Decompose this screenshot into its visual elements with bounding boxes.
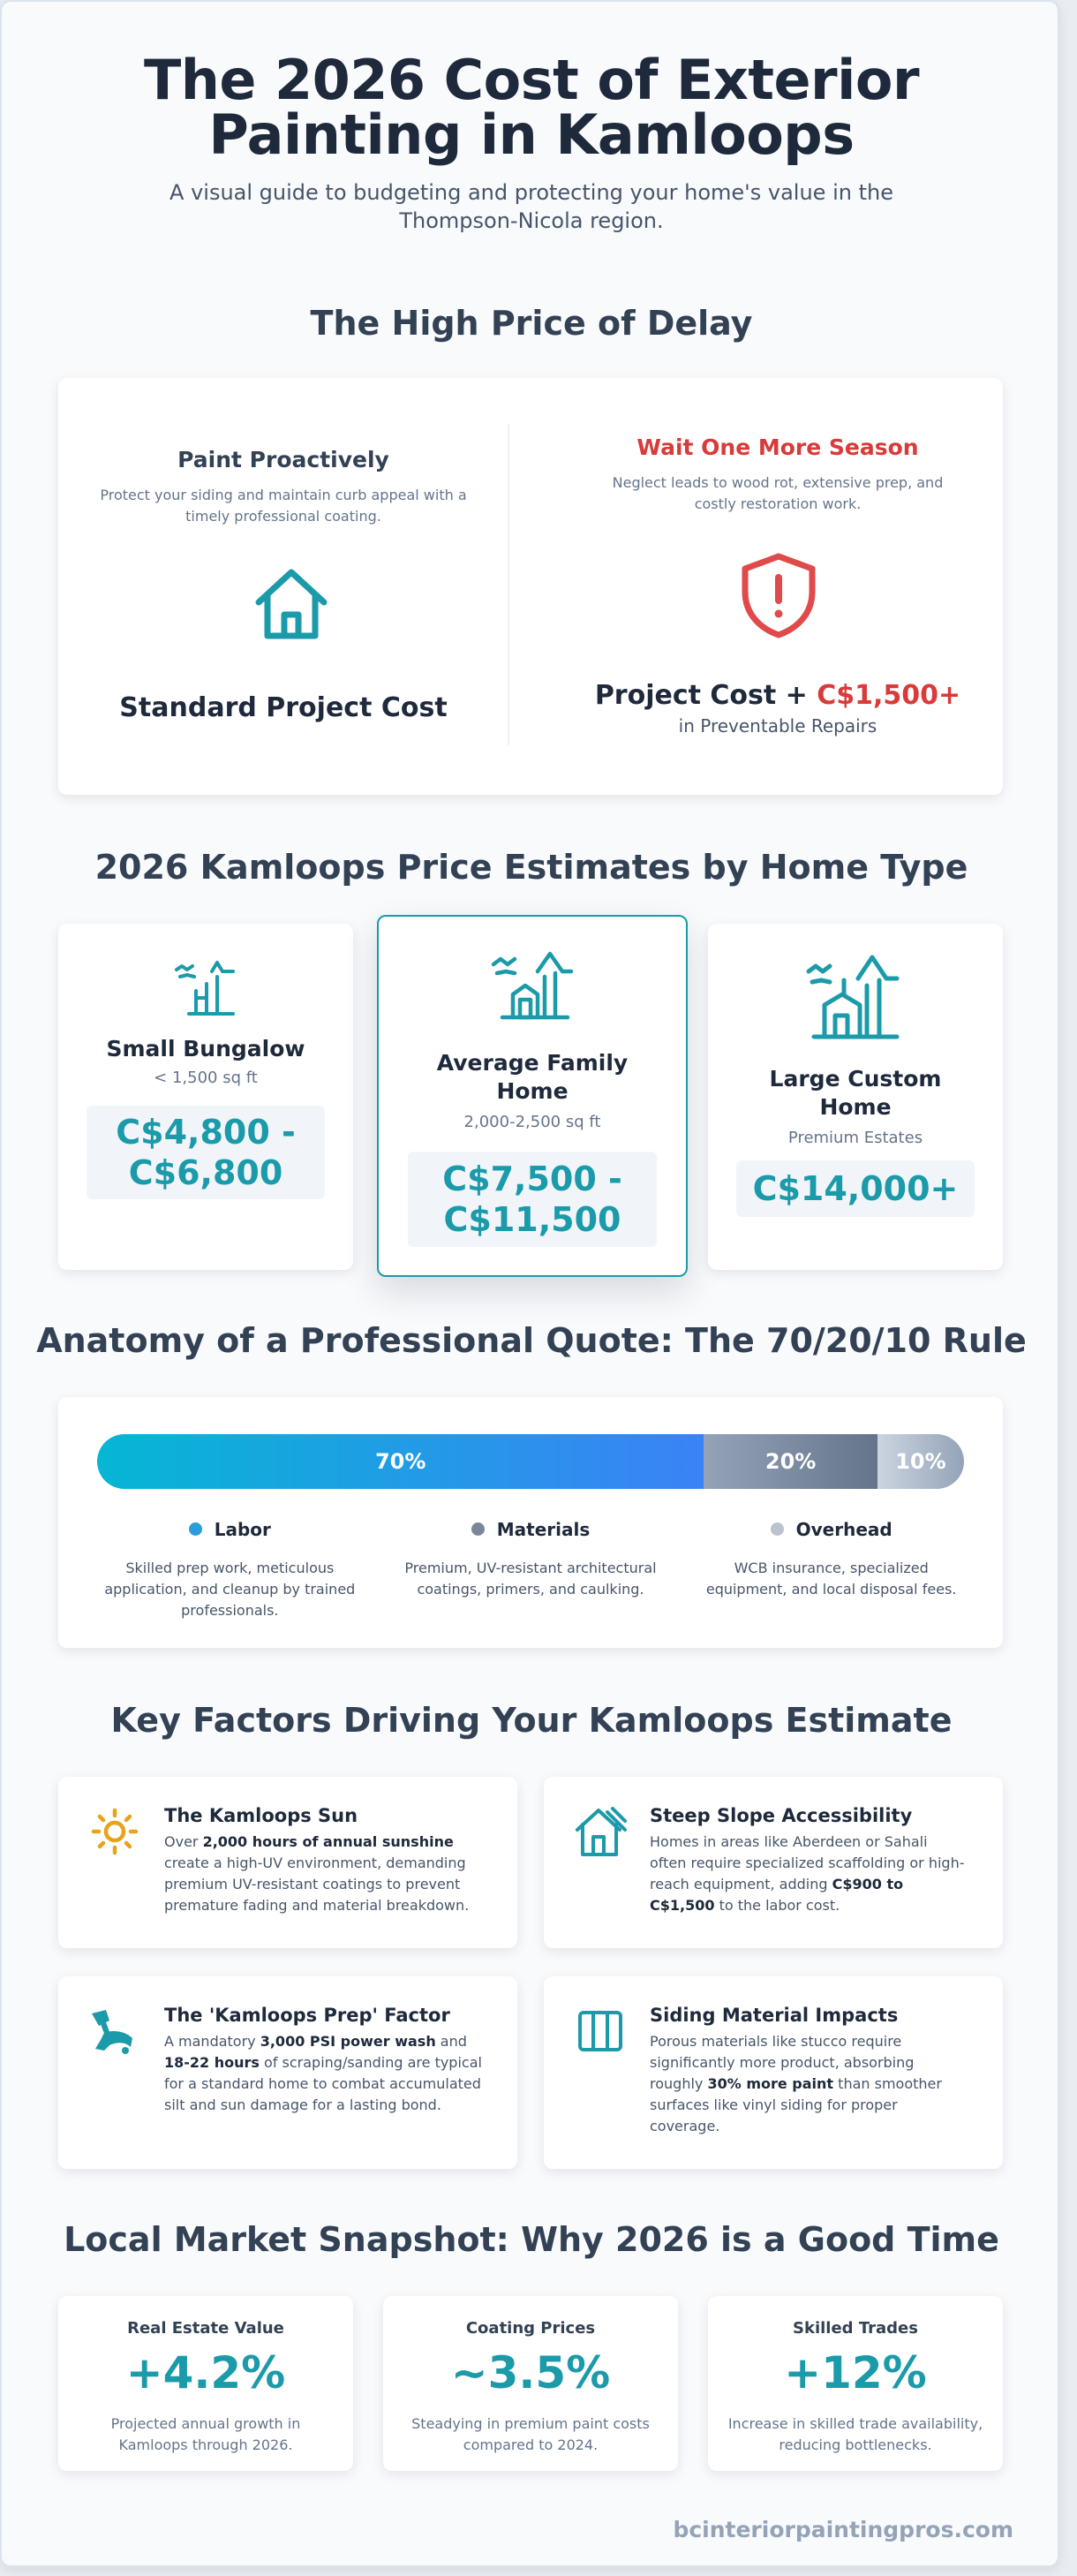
legend-label: Labor <box>214 1519 271 1540</box>
factor-text: create a high-UV environment, demanding premium UV-resistant coatings to prevent premature fading and material breakdown. <box>164 1855 470 1914</box>
legend-heading <box>79 1519 380 1540</box>
quote-breakdown-card <box>58 1397 1003 1648</box>
snapshot-description: Increase in skilled trade availability, reducing bottlenecks. <box>727 2415 983 2453</box>
factor-description <box>650 1832 968 1916</box>
home-type-name-line-2: Home <box>496 1078 569 1104</box>
factor-text: Over <box>164 1833 203 1850</box>
price-card-average-family-home <box>377 915 688 1277</box>
quote-segment: 70% <box>97 1434 704 1489</box>
factor-title: Siding Material Impacts <box>650 2005 899 2026</box>
factor-card-steep-slope <box>544 1777 1003 1948</box>
small-bungalow-text <box>58 1035 353 1087</box>
factor-description <box>164 1832 482 1916</box>
factor-text: and <box>435 2033 467 2050</box>
scraper-icon <box>87 2006 138 2058</box>
siding-panels-icon <box>577 2010 623 2052</box>
snapshot-card-coating-prices <box>383 2296 678 2471</box>
price-card-large-custom-home <box>708 924 1003 1270</box>
home-type-name-line-1: Large Custom <box>769 1066 942 1092</box>
home-size: Premium Estates <box>787 1129 923 1147</box>
factor-highlight: 2,000 hours of annual sunshine <box>202 1833 454 1850</box>
factors-section-title: Key Factors Driving Your Kamloops Estimate <box>110 1701 953 1740</box>
legend-description: Premium, UV-resistant architectural coatings, primers, and caulking. <box>404 1560 657 1598</box>
price-range: C$14,000+ <box>736 1160 975 1217</box>
delay-column <box>553 434 1003 515</box>
legend-description: WCB insurance, specialized equipment, and local disposal fees. <box>705 1560 957 1598</box>
snapshot-label: Coating Prices <box>465 2319 596 2338</box>
large-home-text <box>708 1065 1003 1147</box>
factor-title: The Kamloops Sun <box>164 1805 358 1826</box>
factor-text: of scraping/sanding are typical for a standard home to combat accumulated silt and sun damage for a lasting bond. <box>164 2054 482 2113</box>
factor-description <box>650 2031 968 2137</box>
sun-icon <box>90 1807 139 1856</box>
estimates-section-title: 2026 Kamloops Price Estimates by Home Type <box>94 848 968 887</box>
delay-cost-label <box>553 680 1003 711</box>
price-range-line-1: C$4,800 - <box>116 1113 296 1152</box>
price-range-line-2: C$11,500 <box>443 1200 621 1239</box>
page-title <box>2 48 1059 167</box>
home-type-name <box>379 1049 686 1106</box>
snapshot-value: +4.2% <box>125 2347 286 2398</box>
delay-section-title: The High Price of Delay <box>310 304 753 343</box>
price-range <box>408 1152 657 1247</box>
price-range-line-1: C$7,500 - <box>442 1160 622 1198</box>
factor-text: Homes in areas like Aberdeen or Sahali often require specialized scaffolding or high-reach equipment, adding <box>650 1833 965 1892</box>
shield-alert-icon <box>738 551 819 639</box>
quote-segment: 10% <box>877 1434 964 1489</box>
home-type-name-line-2: Home <box>819 1094 892 1120</box>
home-type-name <box>708 1065 1003 1122</box>
snapshot-card-skilled-trades <box>708 2296 1003 2471</box>
page-title-line-2: Painting in Kamloops <box>208 102 855 167</box>
home-size: 2,000-2,500 sq ft <box>463 1113 601 1131</box>
legend-heading <box>380 1519 682 1540</box>
quote-legend <box>79 1519 982 1625</box>
snapshot-value: ~3.5% <box>450 2347 611 2398</box>
legend-dot <box>771 1522 784 1536</box>
snapshot-card-real-estate <box>58 2296 353 2471</box>
factor-highlight: 3,000 PSI power wash <box>260 2033 436 2050</box>
large-house-icon <box>805 954 900 1040</box>
footer-website-link[interactable]: bcinteriorpaintingpros.com <box>673 2517 1013 2542</box>
proactive-heading: Paint Proactively <box>177 447 389 472</box>
page-subtitle: A visual guide to budgeting and protecting your home's value in the Thompson-Nicola region. <box>169 180 893 233</box>
home-type-name-line-1: Average Family <box>436 1050 629 1076</box>
delay-comparison-card <box>58 378 1003 795</box>
price-range <box>87 1106 325 1199</box>
factor-highlight: 18-22 hours <box>164 2054 260 2071</box>
factor-text: Porous materials like stucco require significantly more product, absorbing roughly <box>650 2033 915 2092</box>
quote-breakdown-bar <box>97 1434 964 1489</box>
quote-segment: 20% <box>704 1434 877 1489</box>
legend-item <box>681 1519 982 1600</box>
home-type-name: Small Bungalow <box>106 1036 305 1061</box>
snapshot-value: +12% <box>784 2347 927 2398</box>
snapshot-description: Steadying in premium paint costs compared to 2024. <box>411 2415 650 2453</box>
column-divider <box>508 424 509 745</box>
legend-description: Skilled prep work, meticulous application, and cleanup by trained professionals. <box>104 1560 356 1619</box>
delay-cost-subtext: in Preventable Repairs <box>678 715 877 737</box>
factor-text: than smoother surfaces like vinyl siding for proper coverage. <box>650 2075 942 2134</box>
page-title-line-1: The 2026 Cost of Exterior <box>143 48 920 112</box>
proactive-description: Protect your siding and maintain curb appeal with a timely professional coating. <box>100 487 467 525</box>
legend-item <box>79 1519 380 1621</box>
factor-text: A mandatory <box>164 2033 260 2050</box>
factor-highlight: 30% more paint <box>707 2075 834 2092</box>
legend-dot <box>471 1522 485 1536</box>
snapshot-section-title: Local Market Snapshot: Why 2026 is a Good Time <box>64 2220 999 2259</box>
standard-cost-label: Standard Project Cost <box>119 692 448 723</box>
legend-dot <box>189 1522 202 1536</box>
factor-title: Steep Slope Accessibility <box>650 1805 913 1826</box>
small-house-icon <box>171 957 240 1017</box>
legend-heading <box>681 1519 982 1540</box>
family-house-icon <box>490 950 575 1021</box>
proactive-column <box>58 447 508 527</box>
house-slope-icon <box>574 1805 629 1858</box>
legend-item <box>380 1519 682 1600</box>
quote-section-title: Anatomy of a Professional Quote: The 70/20/10 Rule <box>36 1321 1027 1360</box>
factor-card-kamloops-sun <box>58 1777 517 1948</box>
snapshot-label: Real Estate Value <box>127 2319 284 2338</box>
price-range-line-2: C$6,800 <box>128 1153 283 1192</box>
delay-heading: Wait One More Season <box>636 434 919 460</box>
family-home-text <box>379 1049 686 1131</box>
delay-description: Neglect leads to wood rot, extensive prep, and costly restoration work. <box>612 474 944 512</box>
factor-text: to the labor cost. <box>714 1897 840 1914</box>
factor-description <box>164 2031 482 2116</box>
factor-card-kamloops-prep <box>58 1976 517 2169</box>
factor-title: The 'Kamloops Prep' Factor <box>164 2005 450 2026</box>
factor-card-siding-material <box>544 1976 1003 2169</box>
delay-cost-amount: C$1,500+ <box>817 680 961 711</box>
snapshot-label: Skilled Trades <box>793 2319 918 2338</box>
price-card-small-bungalow <box>58 924 353 1270</box>
snapshot-description: Projected annual growth in Kamloops through 2026. <box>110 2415 301 2453</box>
legend-label: Overhead <box>795 1519 892 1540</box>
legend-label: Materials <box>496 1519 591 1540</box>
factor-highlight: C$900 to C$1,500 <box>650 1876 904 1914</box>
house-icon <box>253 567 329 641</box>
delay-cost-prefix: Project Cost + <box>594 680 817 711</box>
home-size: < 1,500 sq ft <box>154 1069 258 1087</box>
